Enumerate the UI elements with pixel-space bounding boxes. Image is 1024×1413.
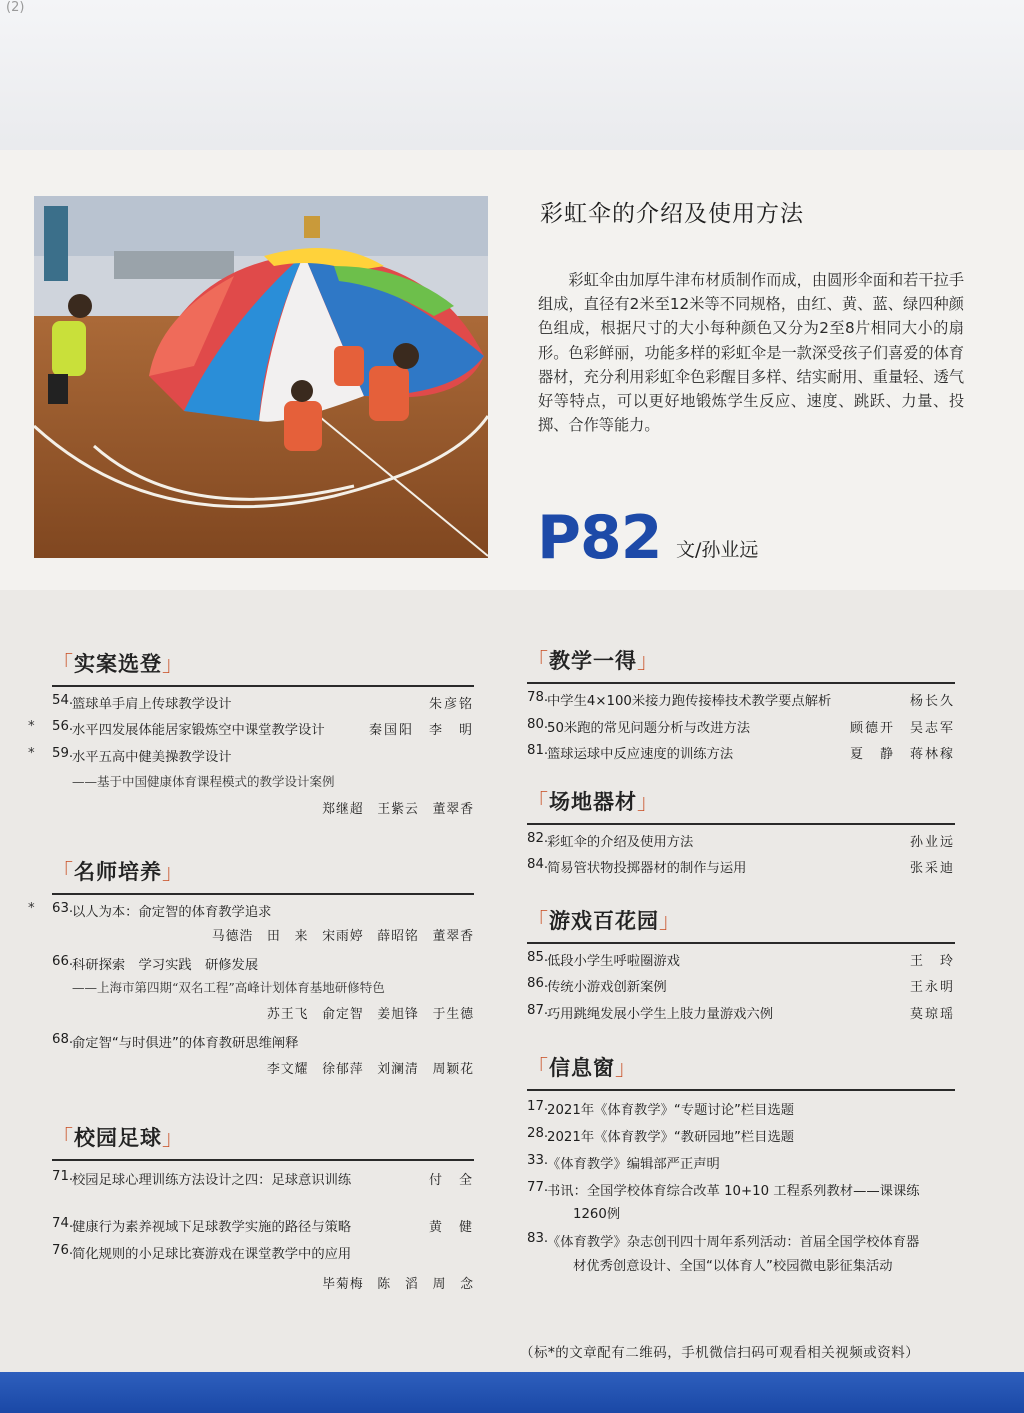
section-title: 校园足球: [74, 1126, 162, 1150]
qr-star-mark: *: [28, 719, 35, 734]
section-jiaoxue-yide: 「教学一得」 78. 中学生4×100米接力跑传接棒技术教学要点解析 杨长久 80. 50米跑的常见问题分析与改进方法 顾德开 吴志军 81. 篮球运球中反应速度的训练方法 夏 静 蒋林稼: [527, 645, 955, 677]
toc-entry[interactable]: 54. 篮球单手肩上传球教学设计 朱彦铭: [52, 693, 474, 712]
toc-entry[interactable]: 68. 俞定智“与时俱进”的体育教研思维阐释: [52, 1032, 299, 1051]
section-shian-xuandeng: 「实案选登」 54. 篮球单手肩上传球教学设计 朱彦铭 * 56. 水平四发展体能居家锻炼空中课堂教学设计 秦国阳 李 明 * 59. 水平五高中健美操教学设计 ——基于中国健康体育课程模式的教学设计案例 郑继超 王紫云 董翠香: [52, 648, 474, 680]
toc-author-line: 马德浩 田 来 宋雨婷 薛昭铭 董翠香: [211, 929, 474, 944]
section-title: 名师培养: [74, 860, 162, 884]
toc-author-line: 苏王飞 俞定智 姜旭锋 于生德: [267, 1007, 474, 1022]
toc-entry[interactable]: 71. 校园足球心理训练方法设计之四：足球意识训练 付 全: [52, 1169, 474, 1188]
toc-author-line: 李文耀 徐郁萍 刘澜清 周颖花: [267, 1062, 474, 1077]
toc-entry[interactable]: * 56. 水平四发展体能居家锻炼空中课堂教学设计 秦国阳 李 明: [28, 719, 474, 738]
rainbow-parachute-photo: [34, 196, 488, 558]
section-rule: [527, 942, 955, 944]
qr-star-mark: *: [28, 901, 35, 916]
section-title: 信息窗: [549, 1056, 615, 1080]
footnote: （标*的文章配有二维码，手机微信扫码可观看相关视频或资料）: [520, 1345, 920, 1361]
section-changdi-qicai: 「场地器材」 82. 彩虹伞的介绍及使用方法 孙业远 84. 简易管状物投掷器材的制作与运用 张采迪: [527, 786, 955, 818]
section-title: 实案选登: [74, 652, 162, 676]
toc-entry[interactable]: 86. 传统小游戏创新案例 王永明: [527, 976, 955, 995]
qr-star-mark: *: [28, 746, 35, 761]
page-corner-number: (2): [6, 0, 25, 15]
section-rule: [527, 1089, 955, 1091]
toc-entry[interactable]: 78. 中学生4×100米接力跑传接棒技术教学要点解析 杨长久: [527, 690, 955, 709]
toc-entry[interactable]: * 63. 以人为本：俞定智的体育教学追求: [28, 901, 272, 920]
toc-entry[interactable]: 74. 健康行为素养视域下足球教学实施的路径与策略 黄 健: [52, 1216, 474, 1235]
section-xinxi-chuang: 「信息窗」 17. 2021年《体育教学》“专题讨论”栏目选题 28. 2021年《体育教学》“教研园地”栏目选题 33. 《体育教学》编辑部严正声明 77. 书讯：全国学校体育综合改革 10+10 工程系列教材——课课练 1260例 83. 《体育教学》杂志创刊四十周年系列活动：首届全国学校体育器 材优秀创意设计、全国“以体育人”校园微电影征集活动: [527, 1052, 955, 1084]
feature-page-number[interactable]: P82: [537, 503, 662, 573]
section-youxi-baihuayuan: 「游戏百花园」 85. 低段小学生呼啦圈游戏 王 玲 86. 传统小游戏创新案例 王永明 87. 巧用跳绳发展小学生上肢力量游戏六例 莫琼瑶: [527, 905, 955, 937]
section-mingshi-peiyang: 「名师培养」 * 63. 以人为本：俞定智的体育教学追求 马德浩 田 来 宋雨婷 薛昭铭 董翠香 66. 科研探索 学习实践 研修发展 ——上海市第四期“双名工程”高峰计划体育基地研修特色 苏王飞 俞定智 姜旭锋 于生德 68. 俞定智“与时俱进”的体育教研思维阐释 李文耀 徐郁萍 刘澜清 周颖花: [52, 856, 474, 888]
section-rule: [52, 1159, 474, 1161]
toc-entry[interactable]: 81. 篮球运球中反应速度的训练方法 夏 静 蒋林稼: [527, 743, 955, 762]
toc-entry[interactable]: 66. 科研探索 学习实践 研修发展: [52, 954, 259, 973]
top-band: [0, 0, 1024, 160]
section-xiaoyuan-zuqiu: 「校园足球」 71. 校园足球心理训练方法设计之四：足球意识训练 付 全 74. 健康行为素养视域下足球教学实施的路径与策略 黄 健 76. 简化规则的小足球比赛游戏在课堂教学中的应用 毕菊梅 陈 滔 周 念: [52, 1122, 474, 1154]
bottom-band: [0, 1372, 1024, 1413]
feature-title: 彩虹伞的介绍及使用方法: [540, 201, 804, 227]
toc-entry[interactable]: 85. 低段小学生呼啦圈游戏 王 玲: [527, 950, 955, 969]
toc-entry[interactable]: 76. 简化规则的小足球比赛游戏在课堂教学中的应用: [52, 1243, 352, 1262]
section-rule: [52, 685, 474, 687]
section-title: 教学一得: [549, 649, 637, 673]
toc-entry[interactable]: 28. 2021年《体育教学》“教研园地”栏目选题: [527, 1126, 795, 1145]
toc-entry[interactable]: * 59. 水平五高中健美操教学设计: [28, 746, 232, 765]
feature-body: 彩虹伞由加厚牛津布材质制作而成，由圆形伞面和若干拉手组成，直径有2米至12米等不同规格，由红、黄、蓝、绿四种颜色组成，根据尺寸的大小每种颜色又分为2至8片相同大小的扇形。色彩鲜丽，功能多样的彩虹伞是一款深受孩子们喜爱的体育器材，充分利用彩虹伞色彩醒目多样、结实耐用、重量轻、透气好等特点，可以更好地锻炼学生反应、速度、跳跃、力量、投掷、合作等能力。: [538, 271, 964, 435]
toc-entry[interactable]: 17. 2021年《体育教学》“专题讨论”栏目选题: [527, 1099, 795, 1118]
toc-entry[interactable]: 83. 《体育教学》杂志创刊四十周年系列活动：首届全国学校体育器: [527, 1231, 920, 1250]
toc-entry[interactable]: 33. 《体育教学》编辑部严正声明: [527, 1153, 720, 1172]
toc-entry-continued: 1260例: [573, 1207, 621, 1222]
toc-author-line: 毕菊梅 陈 滔 周 念: [322, 1277, 474, 1292]
toc-entry[interactable]: 82. 彩虹伞的介绍及使用方法 孙业远: [527, 831, 955, 850]
section-rule: [52, 893, 474, 895]
toc-subtitle: ——基于中国健康体育课程模式的教学设计案例: [72, 774, 335, 789]
section-rule: [527, 823, 955, 825]
toc-entry[interactable]: 80. 50米跑的常见问题分析与改进方法 顾德开 吴志军: [527, 717, 955, 736]
feature-author: 文/孙业远: [676, 539, 759, 561]
section-rule: [527, 682, 955, 684]
toc-entry[interactable]: 84. 简易管状物投掷器材的制作与运用 张采迪: [527, 857, 955, 876]
toc-entry[interactable]: 77. 书讯：全国学校体育综合改革 10+10 工程系列教材——课课练: [527, 1180, 920, 1199]
section-title: 游戏百花园: [549, 909, 659, 933]
toc-subtitle: ——上海市第四期“双名工程”高峰计划体育基地研修特色: [72, 980, 385, 995]
toc-entry-continued: 材优秀创意设计、全国“以体育人”校园微电影征集活动: [573, 1259, 893, 1274]
toc-author-line: 郑继超 王紫云 董翠香: [322, 802, 474, 817]
toc-entry[interactable]: 87. 巧用跳绳发展小学生上肢力量游戏六例 莫琼瑶: [527, 1003, 955, 1022]
section-title: 场地器材: [549, 790, 637, 814]
